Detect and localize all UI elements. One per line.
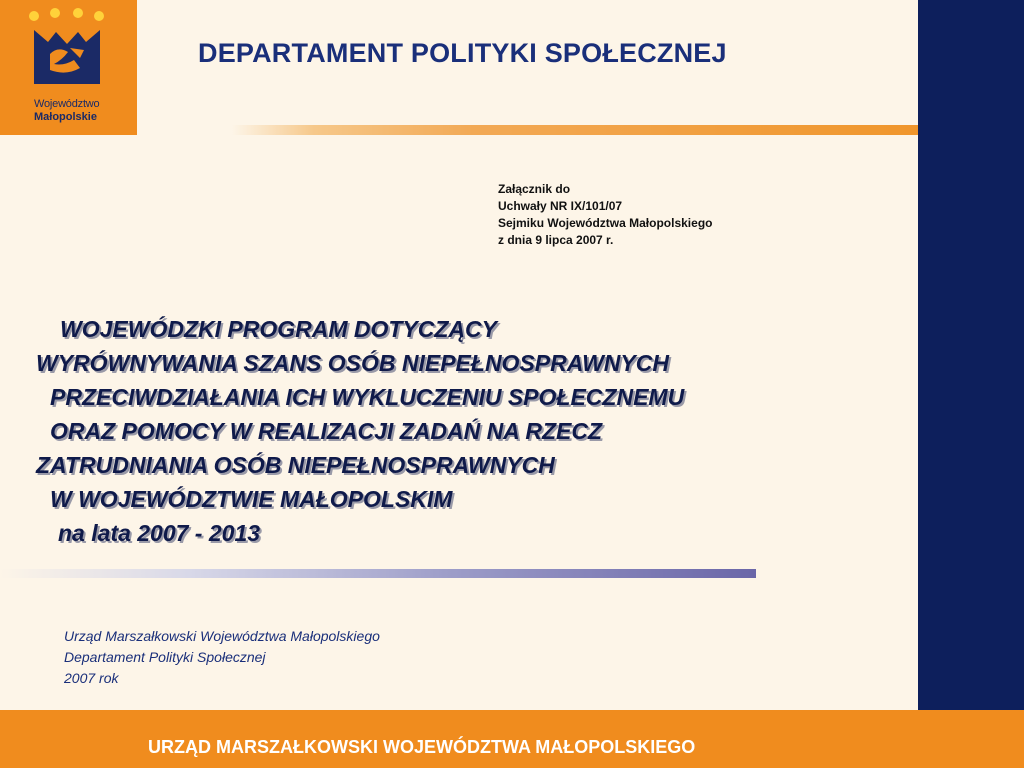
annex-line: Sejmiku Województwa Małopolskiego xyxy=(498,216,713,230)
logo-line-1: Województwo xyxy=(34,98,100,110)
department-title: DEPARTAMENT POLITYKI SPOŁECZNEJ xyxy=(198,38,727,68)
right-navy-band xyxy=(918,0,1024,710)
logo-box xyxy=(0,0,137,135)
program-title-line: ZATRUDNIANIA OSÓB NIEPEŁNOSPRAWNYCH xyxy=(36,452,555,478)
annex-note xyxy=(498,181,712,249)
middle-gradient-rule xyxy=(0,569,756,578)
top-gradient-rule xyxy=(232,125,918,135)
program-title-line: ORAZ POMOCY W REALIZACJI ZADAŃ NA RZECZ xyxy=(50,418,602,444)
office-year: 2007 rok xyxy=(64,670,119,686)
program-years: na lata 2007 - 2013 xyxy=(58,520,261,546)
annex-line: Załącznik do xyxy=(498,182,571,196)
annex-line: z dnia 9 lipca 2007 r. xyxy=(498,233,614,247)
malopolska-logo-icon xyxy=(22,6,112,96)
office-info xyxy=(64,626,380,689)
logo-text xyxy=(34,98,99,124)
program-title xyxy=(36,312,684,550)
program-title-line: WOJEWÓDZKI PROGRAM DOTYCZĄCY xyxy=(60,316,497,342)
annex-line: Uchwały NR IX/101/07 xyxy=(498,199,623,213)
program-title-line: PRZECIWDZIAŁANIA ICH WYKLUCZENIU SPOŁECZNEMU xyxy=(50,384,685,410)
office-line: Departament Polityki Społecznej xyxy=(64,649,266,665)
program-title-line: WYRÓWNYWANIA SZANS OSÓB NIEPEŁNOSPRAWNYCH xyxy=(36,350,669,376)
footer-text: URZĄD MARSZAŁKOWSKI WOJEWÓDZTWA MAŁOPOLSKIEGO xyxy=(148,737,696,757)
logo-line-2: Małopolskie xyxy=(34,111,97,123)
program-title-line: W WOJEWÓDZTWIE MAŁOPOLSKIM xyxy=(50,486,453,512)
office-line: Urząd Marszałkowski Województwa Małopolskiego xyxy=(64,628,380,644)
